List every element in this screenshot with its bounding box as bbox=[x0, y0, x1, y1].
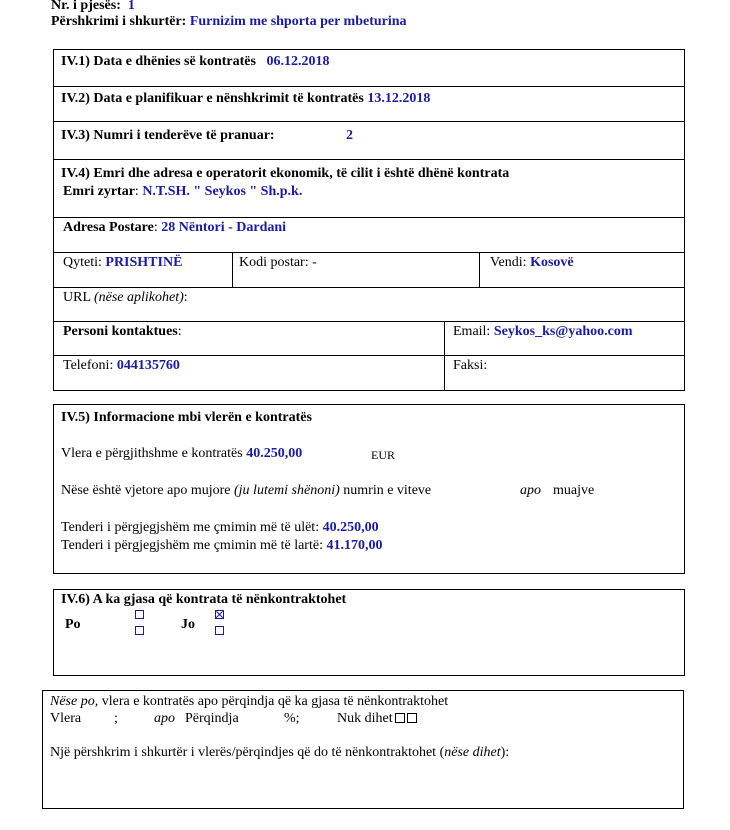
unknown-row bbox=[337, 711, 417, 727]
contact-person-label: Personi kontaktues bbox=[63, 324, 178, 339]
iv2-value: 13.12.2018 bbox=[367, 91, 431, 106]
postal-address-label: Adresa Postare bbox=[63, 220, 154, 235]
iv1-row bbox=[61, 54, 329, 70]
official-name-label: Emri zyrtar bbox=[63, 184, 135, 199]
fax-label: Faksi: bbox=[453, 358, 488, 373]
iv3-value: 2 bbox=[346, 128, 353, 143]
iv4-label: IV.4) Emri dhe adresa e operatorit ekonomik, të cilit i është dhënë kontrata bbox=[61, 166, 510, 181]
postal-code-value: - bbox=[312, 255, 317, 270]
url-label: URL bbox=[63, 290, 91, 305]
iv1-value: 06.12.2018 bbox=[266, 54, 330, 69]
unknown-checkbox-1[interactable] bbox=[395, 713, 405, 723]
po-checkbox[interactable] bbox=[135, 626, 144, 635]
email-label: Email: bbox=[453, 324, 491, 339]
iv3-label: IV.3) Numri i tenderëve të pranuar: bbox=[61, 128, 275, 143]
total-value: 40.250,00 bbox=[246, 446, 303, 461]
annual-monthly-row: Nëse është vjetore apo mujore (ju lutemi shënoni) numrin e viteve bbox=[61, 483, 432, 498]
jo-label: Jo bbox=[181, 617, 195, 632]
jo-checkbox[interactable] bbox=[215, 626, 224, 635]
postal-code-label: Kodi postar: bbox=[239, 255, 309, 270]
iv1-label: IV.1) Data e dhënies së kontratës bbox=[61, 54, 256, 69]
short-description bbox=[51, 14, 407, 30]
postal-code bbox=[239, 255, 317, 271]
iv5-label: IV.5) Informacione mbi vlerën e kontratës bbox=[61, 410, 312, 425]
city-value: PRISHTINË bbox=[105, 255, 183, 270]
iv6-label: IV.6) A ka gjasa që kontrata të nënkontraktohet bbox=[61, 592, 347, 607]
official-name-value: N.T.SH. " Seykos " Sh.p.k. bbox=[142, 184, 303, 199]
po-checkbox-top[interactable] bbox=[135, 610, 144, 619]
phone-label: Telefoni: bbox=[63, 358, 114, 373]
iv2-row bbox=[61, 91, 430, 107]
subcontract-percent-label: Përqindja bbox=[185, 711, 239, 726]
short-description-value: Furnizim me shporta per mbeturina bbox=[189, 14, 407, 29]
postal-address: Adresa Postare: 28 Nëntori - Dardani bbox=[63, 220, 287, 235]
apo-text: apo bbox=[520, 483, 541, 498]
email-row bbox=[453, 324, 632, 340]
part-number-label: Nr. i pjesës bbox=[51, 0, 117, 13]
subcontract-value-label: Vlera bbox=[50, 711, 82, 726]
unknown-checkbox-2[interactable] bbox=[407, 713, 417, 723]
iv2-label: IV.2) Data e planifikuar e nënshkrimit të kontratës bbox=[61, 91, 364, 106]
city-label: Qyteti: bbox=[63, 255, 102, 270]
highest-price-value: 41.170,00 bbox=[326, 538, 383, 553]
email-value: Seykos_ks@yahoo.com bbox=[493, 324, 633, 339]
contact-person: Personi kontaktues: bbox=[63, 324, 182, 339]
highest-price-row: Tenderi i përgjegjshëm me çmimin më të lartë: 41.170,00 bbox=[61, 538, 383, 553]
total-value-row bbox=[61, 446, 302, 462]
iv3-row bbox=[61, 128, 275, 144]
currency: EUR bbox=[371, 448, 395, 462]
phone-value: 044135760 bbox=[116, 358, 180, 373]
months-text: muajve bbox=[553, 483, 595, 498]
subcontract-description: Një përshkrim i shkurtër i vlerës/përqindjes që do të nënkontraktohet (nëse dihet): bbox=[50, 745, 510, 760]
jo-checkbox-checked[interactable] bbox=[215, 610, 224, 619]
url-row: URL (nëse aplikohet): bbox=[63, 290, 188, 305]
part-number-value: 1 bbox=[127, 0, 135, 13]
country bbox=[490, 255, 574, 271]
postal-address-value: 28 Nëntori - Dardani bbox=[161, 220, 287, 235]
unknown-label: Nuk dihet bbox=[337, 711, 393, 726]
po-label: Po bbox=[65, 617, 81, 632]
part-number: Nr. i pjesës: 1 bbox=[51, 0, 135, 13]
country-value: Kosovë bbox=[530, 255, 574, 270]
short-description-label: Përshkrimi i shkurtër: bbox=[51, 14, 187, 29]
lowest-price-value: 40.250,00 bbox=[322, 520, 379, 535]
country-label: Vendi: bbox=[490, 255, 527, 270]
official-name: Emri zyrtar: N.T.SH. " Seykos " Sh.p.k. bbox=[63, 184, 303, 199]
city bbox=[63, 255, 182, 271]
lowest-price-row: Tenderi i përgjegjshëm me çmimin më të ulët: 40.250,00 bbox=[61, 520, 379, 535]
url-note: (nëse aplikohet) bbox=[93, 290, 184, 305]
subcontract-intro: Nëse po, vlera e kontratës apo përqindja që ka gjasa të nënkontraktohet bbox=[50, 694, 449, 709]
phone-row bbox=[63, 358, 180, 374]
total-value-label: Vlera e përgjithshme e kontratës bbox=[61, 446, 243, 461]
